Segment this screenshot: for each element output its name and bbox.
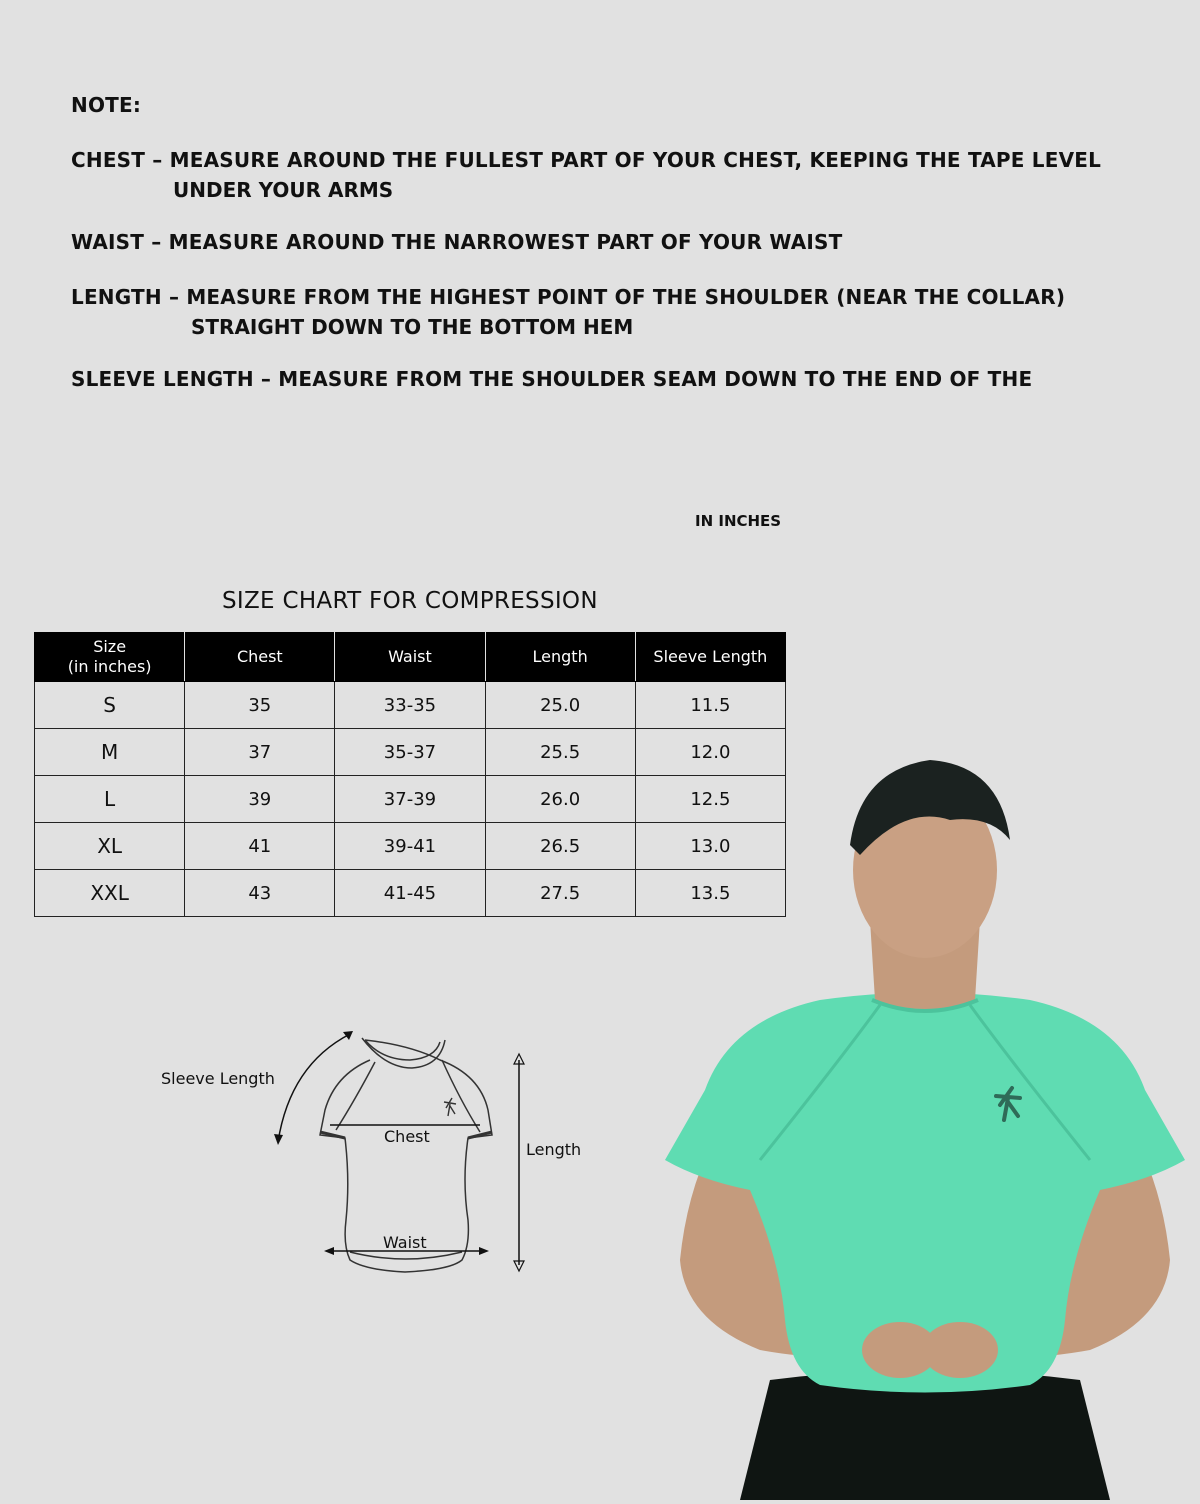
header-chest: Chest — [185, 633, 335, 682]
cell-size: S — [35, 682, 185, 729]
cell-size: L — [35, 776, 185, 823]
note-heading: NOTE: — [71, 93, 142, 117]
table-row — [35, 682, 786, 729]
cell-waist: 33-35 — [335, 682, 485, 729]
note-waist: WAIST – MEASURE AROUND THE NARROWEST PART OF YOUR WAIST — [71, 230, 843, 254]
cell-size: M — [35, 729, 185, 776]
cell-sleeve: 13.0 — [635, 823, 785, 870]
cell-chest: 41 — [185, 823, 335, 870]
units-label: IN INCHES — [695, 512, 782, 530]
note-length: LENGTH – MEASURE FROM THE HIGHEST POINT OF THE SHOULDER (NEAR THE COLLAR) — [71, 285, 1066, 309]
chart-title: SIZE CHART FOR COMPRESSION — [222, 588, 598, 614]
cell-chest: 39 — [185, 776, 335, 823]
cell-length: 26.0 — [485, 776, 635, 823]
model-image — [650, 760, 1200, 1500]
note-chest: CHEST – MEASURE AROUND THE FULLEST PART OF YOUR CHEST, KEEPING THE TAPE LEVEL — [71, 148, 1102, 172]
header-size-line1: Size — [93, 637, 127, 656]
cell-waist: 41-45 — [335, 870, 485, 917]
cell-length: 26.5 — [485, 823, 635, 870]
cell-length: 25.0 — [485, 682, 635, 729]
header-size — [35, 633, 185, 682]
waist-label: Waist — [383, 1233, 427, 1252]
note-chest-cont: UNDER YOUR ARMS — [173, 178, 394, 202]
sleeve-length-label: Sleeve Length — [161, 1069, 275, 1088]
note-length-cont: STRAIGHT DOWN TO THE BOTTOM HEM — [191, 315, 634, 339]
measurement-diagram — [150, 1020, 610, 1290]
cell-sleeve: 12.5 — [635, 776, 785, 823]
model-photo — [650, 760, 1200, 1500]
table-header-row — [35, 633, 786, 682]
note-sleeve: SLEEVE LENGTH – MEASURE FROM THE SHOULDER SEAM DOWN TO THE END OF THE — [71, 367, 1033, 391]
cell-chest: 35 — [185, 682, 335, 729]
cell-size: XXL — [35, 870, 185, 917]
cell-size: XL — [35, 823, 185, 870]
cell-waist: 35-37 — [335, 729, 485, 776]
header-length: Length — [485, 633, 635, 682]
cell-length: 27.5 — [485, 870, 635, 917]
chest-label: Chest — [384, 1127, 430, 1146]
length-label: Length — [526, 1140, 582, 1159]
header-sleeve-length: Sleeve Length — [635, 633, 785, 682]
header-waist: Waist — [335, 633, 485, 682]
cell-sleeve: 13.5 — [635, 870, 785, 917]
cell-chest: 37 — [185, 729, 335, 776]
cell-waist: 37-39 — [335, 776, 485, 823]
cell-chest: 43 — [185, 870, 335, 917]
cell-waist: 39-41 — [335, 823, 485, 870]
header-size-line2: (in inches) — [67, 657, 152, 676]
cell-sleeve: 11.5 — [635, 682, 785, 729]
cell-length: 25.5 — [485, 729, 635, 776]
cell-sleeve: 12.0 — [635, 729, 785, 776]
